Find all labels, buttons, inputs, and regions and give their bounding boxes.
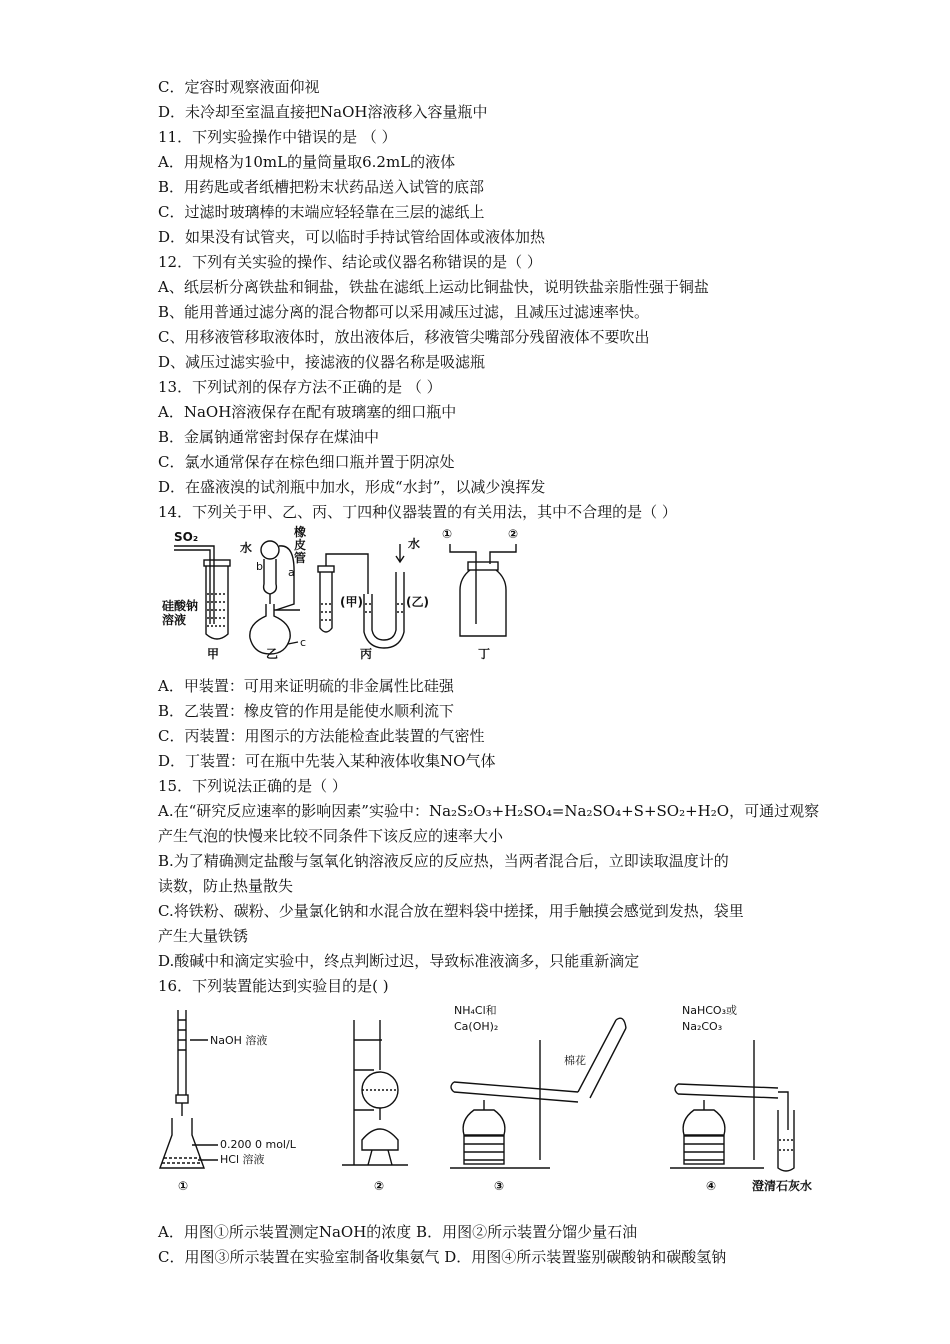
fig16-num-1: ① <box>178 1179 189 1193</box>
question-15: 15．下列说法正确的是（ ） <box>158 777 347 795</box>
bing-name: 丙 <box>360 647 373 661</box>
option-12d: D、减压过滤实验中，接滤液的仪器名称是吸滤瓶 <box>158 353 486 371</box>
option-13b: B．金属钠通常密封保存在煤油中 <box>158 428 380 446</box>
apparatus-yi <box>240 524 306 661</box>
apparatus-ding <box>442 527 518 661</box>
question-16: 16．下列装置能达到实验目的是( ) <box>158 977 389 995</box>
option-15a-line1: A.在“研究反应速率的影响因素”实验中：Na₂S₂O₃+H₂SO₄=Na₂SO₄+S+SO₂+H₂O，可通过观察 <box>158 802 820 820</box>
option-12b: B、能用普通过滤分离的混合物都可以采用减压过滤，且减压过滤速率快。 <box>158 303 650 321</box>
option-11d: D．如果没有试管夹，可以临时手持试管给固体或液体加热 <box>158 228 546 246</box>
water-label-yi: 水 <box>240 541 253 555</box>
port2-label: ② <box>508 527 519 541</box>
water-label-bing: 水 <box>408 537 421 551</box>
rubber-label-2: 皮 <box>294 538 307 552</box>
nh4cl-label: NH₄Cl和 <box>454 1004 497 1017</box>
yi-name: 乙 <box>266 647 279 661</box>
apparatus-3-ammonia <box>450 1004 626 1193</box>
question-11: 11．下列实验操作中错误的是 （ ） <box>158 128 397 146</box>
ding-name: 丁 <box>478 647 491 661</box>
options-16-ab: A．用图①所示装置测定NaOH的浓度 B．用图②所示装置分馏少量石油 <box>158 1223 638 1241</box>
question-12: 12．下列有关实验的操作、结论或仪器名称错误的是（ ） <box>158 253 542 271</box>
rubber-label-1: 橡 <box>294 525 307 539</box>
option-14d: D．丁装置：可在瓶中先装入某种液体收集NO气体 <box>158 752 496 770</box>
c-label: c <box>300 636 307 649</box>
hcl-label: HCl 溶液 <box>220 1153 265 1166</box>
naoh-label: NaOH 溶液 <box>210 1034 268 1047</box>
option-15b-line2: 读数，防止热量散失 <box>158 877 294 895</box>
na2co3-label: Na₂CO₃ <box>682 1020 723 1033</box>
option-15d: D.酸碱中和滴定实验中，终点判断过迟，导致标准液滴多，只能重新滴定 <box>158 952 640 970</box>
option-13d: D．在盛液溴的试剂瓶中加水，形成“水封”，以减少溴挥发 <box>158 478 546 496</box>
option-14a: A．甲装置：可用来证明硫的非金属性比硅强 <box>158 677 454 695</box>
silicate-label-2: 溶液 <box>162 613 187 627</box>
option-13a: A．NaOH溶液保存在配有玻璃塞的细口瓶中 <box>158 403 457 421</box>
fig16-num-3: ③ <box>494 1179 505 1193</box>
option-10d: D．未冷却至室温直接把NaOH溶液移入容量瓶中 <box>158 103 488 121</box>
yi-tube-label: (乙) <box>406 595 429 609</box>
silicate-label-1: 硅酸钠 <box>162 599 199 613</box>
option-15a-line2: 产生气泡的快慢来比较不同条件下该反应的速率大小 <box>158 827 504 845</box>
apparatus-jia <box>162 530 230 661</box>
fig16-num-4: ④ <box>706 1179 717 1193</box>
b-label: b <box>256 560 263 573</box>
question-14: 14．下列关于甲、乙、丙、丁四种仪器装置的有关用法，其中不合理的是（ ） <box>158 503 677 521</box>
option-15c-line1: C.将铁粉、碳粉、少量氯化钠和水混合放在塑料袋中搓揉，用手触摸会感觉到发热，袋里 <box>158 902 744 920</box>
a-label: a <box>288 566 295 579</box>
option-12a: A、纸层析分离铁盐和铜盐，铁盐在滤纸上运动比铜盐快，说明铁盐亲脂性强于铜盐 <box>158 278 709 296</box>
option-11b: B．用药匙或者纸槽把粉末状药品送入试管的底部 <box>158 178 485 196</box>
option-12c: C、用移液管移取液体时，放出液体后，移液管尖嘴部分残留液体不要吹出 <box>158 328 650 346</box>
port1-label: ① <box>442 527 453 541</box>
option-14c: C．丙装置：用图示的方法能检查此装置的气密性 <box>158 727 485 745</box>
fig16-num-2: ② <box>374 1179 385 1193</box>
nahco3-label: NaHCO₃或 <box>682 1004 737 1017</box>
option-15c-line2: 产生大量铁锈 <box>158 927 249 945</box>
caoh2-label: Ca(OH)₂ <box>454 1020 499 1033</box>
cotton-label: 棉花 <box>564 1054 586 1067</box>
concentration-label: 0.200 0 mol/L <box>220 1138 296 1151</box>
figure-q14-apparatus <box>160 524 560 664</box>
option-14b: B．乙装置：橡皮管的作用是能使水顺利流下 <box>158 702 455 720</box>
option-15b-line1: B.为了精确测定盐酸与氢氧化钠溶液反应的反应热，当两者混合后，立即读取温度计的 <box>158 852 729 870</box>
jia-tube-label: (甲) <box>340 595 363 609</box>
jia-name: 甲 <box>207 647 220 661</box>
apparatus-1-titration <box>160 1010 297 1193</box>
apparatus-2-distillation <box>342 1020 408 1193</box>
option-11c: C．过滤时玻璃棒的末端应轻轻靠在三层的滤纸上 <box>158 203 485 221</box>
limewater-label: 澄清石灰水 <box>752 1179 813 1193</box>
option-11a: A．用规格为10mL的量筒量取6.2mL的液体 <box>158 153 456 171</box>
options-16-cd: C．用图③所示装置在实验室制备收集氨气 D．用图④所示装置鉴别碳酸钠和碳酸氢钠 <box>158 1248 727 1266</box>
apparatus-4-carbonate <box>670 1004 812 1193</box>
question-13: 13．下列试剂的保存方法不正确的是 （ ） <box>158 378 442 396</box>
option-10c: C．定容时观察液面仰视 <box>158 78 320 96</box>
option-13c: C．氯水通常保存在棕色细口瓶并置于阴凉处 <box>158 453 455 471</box>
rubber-label-3: 管 <box>294 551 307 565</box>
so2-label: SO₂ <box>174 530 199 544</box>
apparatus-bing <box>318 536 429 661</box>
figure-q16-apparatus <box>158 1000 813 1195</box>
